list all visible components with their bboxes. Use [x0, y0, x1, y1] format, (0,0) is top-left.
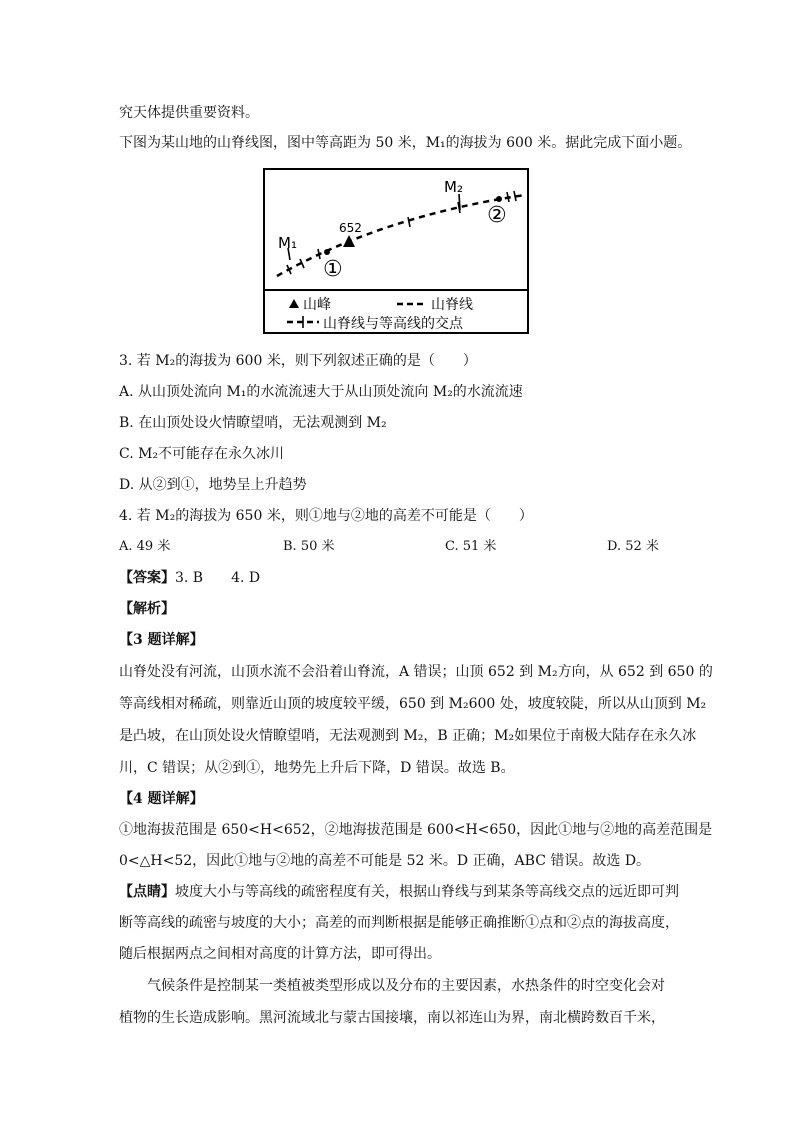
answer-value: 3. B 4. D: [175, 570, 261, 586]
q3-stem: 3. 若 M₂的海拔为 600 米，则下列叙述正确的是（ ）: [119, 353, 477, 369]
q3-detail-line: 川，C 错误；从②到①，地势先上升后下降，D 错误。故选 B。: [119, 760, 515, 776]
answer-line: [119, 568, 260, 588]
ridge-line-figure: [263, 168, 529, 334]
q3-detail-line: 是凸坡，在山顶处设火情瞭望哨，无法观测到 M₂，B 正确；M₂如果位于南极大陆存在永久冰: [119, 728, 697, 744]
point-1-label: ①: [323, 257, 343, 282]
q4-detail-line: 0<△H<52，因此①地与②地的高差不可能是 52 米。D 正确，ABC 错误。故选 D。: [119, 853, 651, 869]
analysis-label: 【解析】: [119, 601, 175, 617]
point-1-dot: [324, 249, 330, 255]
tip-line: 断等高线的疏密与坡度的大小；高差的而判断根据是能够正确推断①点和②点的海拔高度，: [119, 915, 679, 931]
q3-option-d: D. 从②到①，地势呈上升趋势: [119, 477, 307, 493]
question-intro: 下图为某山地的山脊线图，图中等高距为 50 米，M₁的海拔为 600 米。据此完成下面小题。: [119, 135, 692, 151]
q4-stem: 4. 若 M₂的海拔为 650 米，则①地与②地的高差不可能是（ ）: [119, 508, 533, 524]
legend-intersection-label: 山脊线与等高线的交点: [323, 316, 463, 332]
q4-option-d: D. 52 米: [607, 539, 659, 554]
next-passage-line: 植物的生长造成影响。黑河流域北与蒙古国接壤，南以祁连山为界，南北横跨数百千米，: [119, 1010, 665, 1026]
q3-option-c: C. M₂不可能存在永久冰川: [119, 446, 285, 462]
q3-option-a: A. 从山顶处流向 M₁的水流流速大于从山顶处流向 M₂的水流流速: [119, 384, 523, 400]
ridge-line-diagram: [263, 168, 529, 334]
tip-line: [119, 882, 679, 902]
next-passage-line: 气候条件是控制某一类植被类型形成以及分布的主要因素，水热条件的时空变化会对: [147, 978, 665, 994]
q3-option-b: B. 在山顶处设火情瞭望哨，无法观测到 M₂: [119, 415, 387, 431]
tip-line: 随后根据两点之间相对高度的计算方法，即可得出。: [119, 946, 441, 962]
intro-line: 究天体提供重要资料。: [119, 105, 259, 121]
legend-ridge-label: 山脊线: [431, 297, 473, 313]
q4-option-a: A. 49 米: [119, 539, 171, 554]
q4-detail-label: 【4 题详解】: [119, 791, 204, 807]
answer-label: 【答案】: [119, 570, 175, 586]
q3-detail-line: 山脊处没有河流，山顶水流不会沿着山脊流，A 错误；山顶 652 到 M₂方向，从 652 到 650 的: [119, 664, 713, 680]
point-2-dot: [496, 196, 502, 202]
legend-peak-label: 山峰: [303, 297, 331, 313]
peak-elevation-label: 652: [339, 221, 362, 235]
tip-text: 坡度大小与等高线的疏密程度有关，根据山脊线与到某条等高线交点的远近即可判: [175, 884, 679, 900]
m1-label: M₁: [278, 234, 297, 252]
q3-detail-line: 等高线相对稀疏，则靠近山顶的坡度较平缓，650 到 M₂600 处，坡度较陡，所以从山顶到 M₂: [119, 696, 707, 712]
q3-detail-label: 【3 题详解】: [119, 632, 204, 648]
m2-label: M₂: [444, 178, 463, 196]
q4-option-c: C. 51 米: [445, 539, 497, 554]
q4-detail-line: ①地海拔范围是 650<H<652，②地海拔范围是 600<H<650，因此①地与②地的高差范围是: [119, 822, 713, 838]
m2-leader: [459, 194, 460, 210]
point-2-label: ②: [487, 203, 507, 228]
tip-label: 【点睛】: [119, 884, 175, 900]
q4-option-b: B. 50 米: [283, 539, 335, 554]
